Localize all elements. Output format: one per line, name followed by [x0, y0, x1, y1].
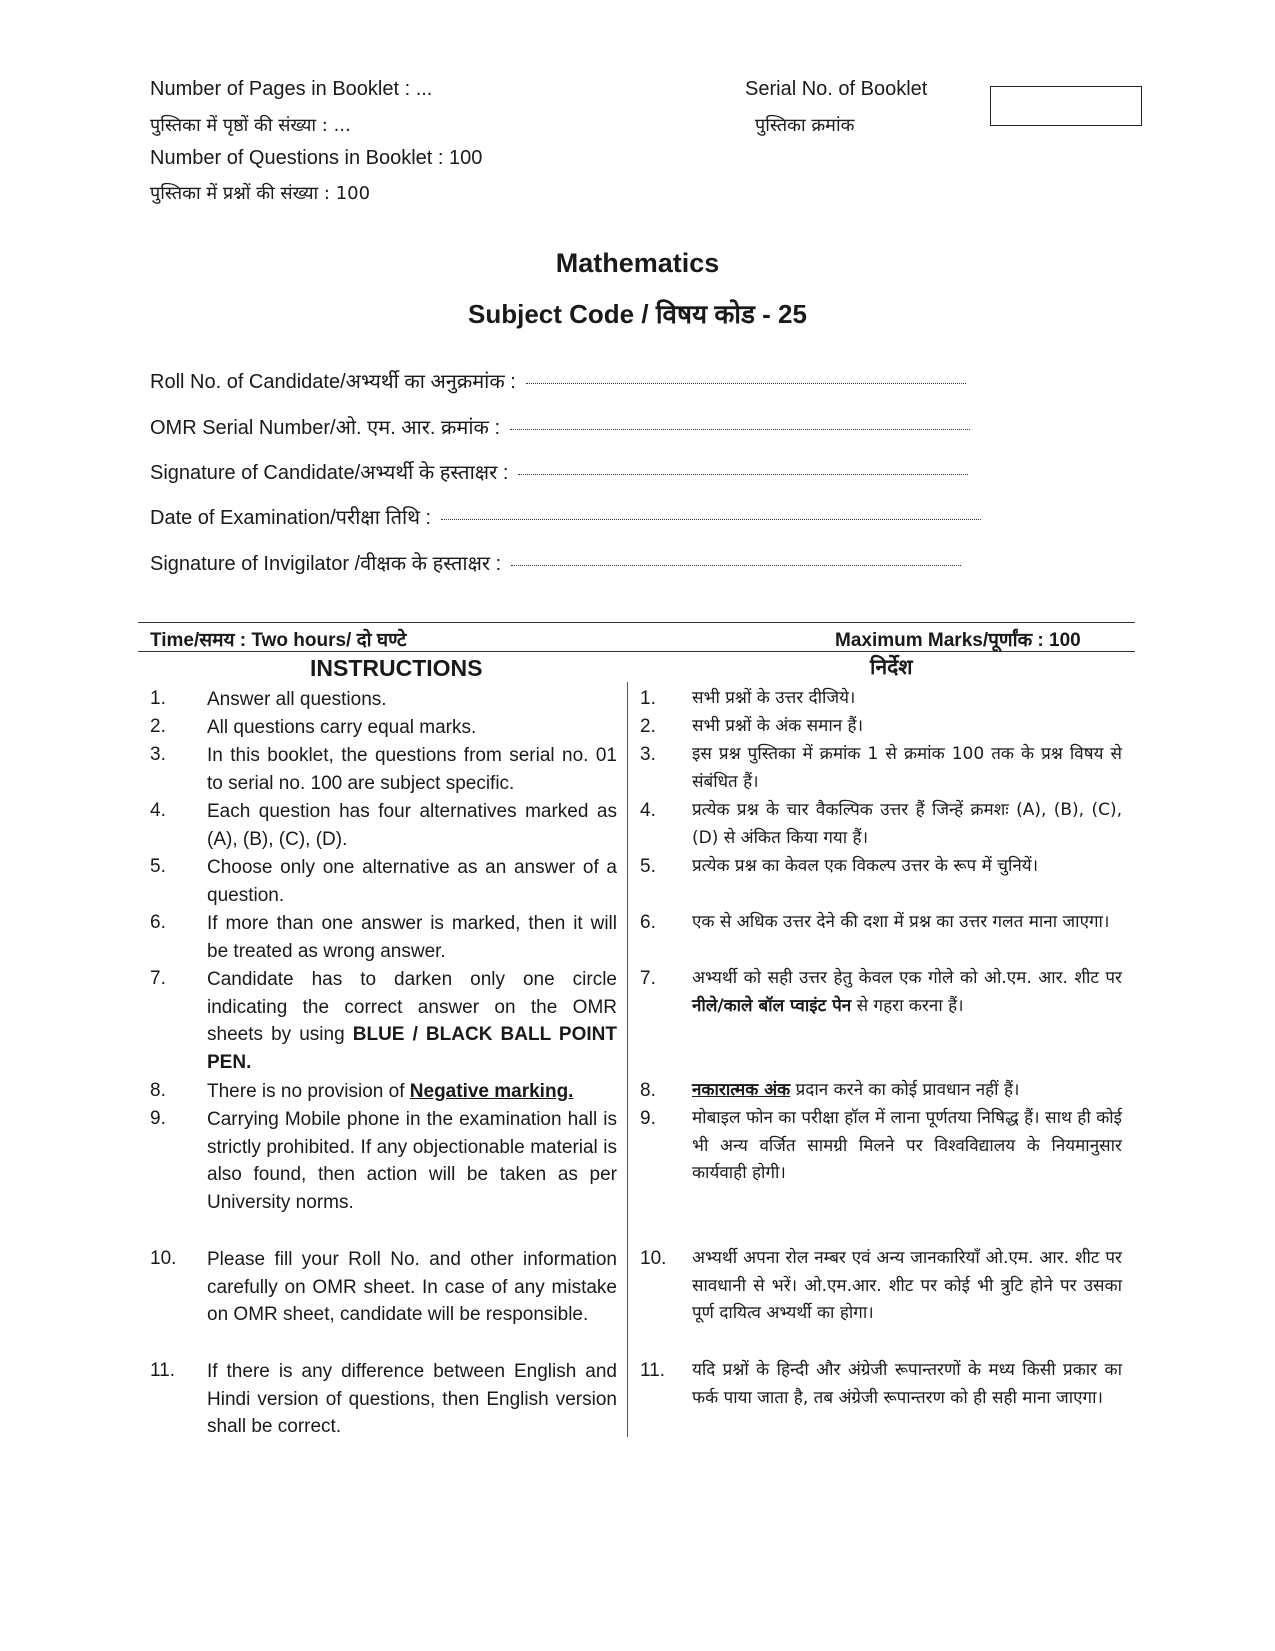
- fill-line[interactable]: [441, 519, 981, 520]
- instruction-number: 11.: [150, 1360, 176, 1381]
- field-label: Signature of Invigilator /वीक्षक के हस्ताक्षर :: [150, 553, 502, 575]
- instruction-number: 7.: [640, 968, 656, 989]
- instruction-text-hi: एक से अधिक उत्तर देने की दशा में प्रश्न का उत्तर गलत माना जाएगा।: [692, 912, 1110, 932]
- serial-label-hi: पुस्तिका क्रमांक: [755, 115, 855, 136]
- fill-line[interactable]: [511, 565, 961, 566]
- instruction-number: 7.: [150, 968, 166, 989]
- fill-line[interactable]: [510, 429, 970, 430]
- instruction-number: 1.: [640, 688, 656, 709]
- field-exam-date[interactable]: [150, 503, 981, 530]
- instructions-heading-hi: निर्देश: [870, 655, 913, 679]
- instruction-text-hi: [692, 1077, 1122, 1105]
- divider-bottom: [138, 651, 1135, 652]
- field-omr-serial[interactable]: [150, 413, 970, 440]
- instruction-text-en: [207, 1078, 617, 1106]
- subject-code: Subject Code / विषय कोड - 25: [468, 299, 807, 329]
- instruction-number: 5.: [150, 856, 166, 877]
- fill-line[interactable]: [526, 383, 966, 384]
- instruction-number: 8.: [640, 1080, 656, 1101]
- instruction-text: प्रदान करने का कोई प्रावधान नहीं हैं।: [795, 1080, 1020, 1100]
- field-label: Roll No. of Candidate/अभ्यर्थी का अनुक्रमांक :: [150, 371, 516, 393]
- field-label: OMR Serial Number/ओ. एम. आर. क्रमांक :: [150, 417, 501, 439]
- instruction-text-en: If there is any difference between English and Hindi version of questions, then English version shall be correct.: [207, 1361, 617, 1437]
- instruction-text-hi: मोबाइल फोन का परीक्षा हॉल में लाना पूर्णतया निषिद्ध हैं। साथ ही कोई भी अन्य वर्जित सामग्री मिलने पर विश्वविद्यालय के नियमानुसार कार्यवाही होगी।: [692, 1108, 1122, 1183]
- instruction-text-en: Carrying Mobile phone in the examination hall is strictly prohibited. If any objectionable material is also found, then action will be taken as per University norms.: [207, 1109, 617, 1213]
- instruction-text-hi: सभी प्रश्नों के उत्तर दीजिये।: [692, 688, 856, 708]
- instruction-number: 8.: [150, 1080, 166, 1101]
- field-roll-no[interactable]: [150, 367, 966, 394]
- instruction-text-hi: इस प्रश्न पुस्तिका में क्रमांक 1 से क्रमांक 100 तक के प्रश्न विषय से संबंधित हैं।: [692, 744, 1122, 792]
- instruction-emphasis: नीले/काले बॉल प्वाइंट पेन: [692, 995, 852, 1016]
- instruction-number: 3.: [150, 744, 166, 765]
- instruction-number: 2.: [640, 716, 656, 737]
- instruction-text-hi: [692, 965, 1122, 1020]
- instruction-emphasis: नकारात्मक अंक: [692, 1080, 791, 1100]
- instruction-text-en: All questions carry equal marks.: [207, 717, 477, 738]
- field-invigilator-signature[interactable]: [150, 549, 961, 576]
- pages-count-en: Number of Pages in Booklet : ...: [150, 78, 433, 100]
- instruction-number: 9.: [150, 1108, 166, 1129]
- instruction-text: Candidate has to darken only one circle indicating the correct answer on the OMR sheets by using: [207, 969, 617, 1045]
- field-label: Date of Examination/परीक्षा तिथि :: [150, 507, 432, 529]
- instruction-number: 9.: [640, 1108, 656, 1129]
- column-divider: [627, 682, 628, 1437]
- instruction-number: 4.: [640, 800, 656, 821]
- instruction-text-hi: प्रत्येक प्रश्न का केवल एक विकल्प उत्तर के रूप में चुनियें।: [692, 856, 1039, 876]
- instructions-heading-en: INSTRUCTIONS: [310, 655, 483, 681]
- pages-count-hi: पुस्तिका में पृष्ठों की संख्या : ...: [150, 115, 351, 136]
- instruction-emphasis: Negative marking.: [409, 1081, 574, 1102]
- serial-label-en: Serial No. of Booklet: [745, 78, 928, 100]
- instruction-text: There is no provision of: [207, 1081, 405, 1102]
- instruction-number: 6.: [640, 912, 656, 933]
- divider-top: [138, 622, 1135, 623]
- field-label: Signature of Candidate/अभ्यर्थी के हस्ताक्षर :: [150, 462, 509, 484]
- instruction-text-hi: अभ्यर्थी अपना रोल नम्बर एवं अन्य जानकारियाँ ओ.एम. आर. शीट पर सावधानी से भरें। ओ.एम.आर. शीट पर कोई भी त्रुटि होने पर उसका पूर्ण दायित्व अभ्यर्थी का होगा।: [692, 1248, 1122, 1323]
- instruction-number: 2.: [150, 716, 166, 737]
- instruction-number: 10.: [640, 1248, 667, 1269]
- instruction-text-en: Answer all questions.: [207, 689, 387, 710]
- instruction-text: अभ्यर्थी को सही उत्तर हेतु केवल एक गोले को ओ.एम. आर. शीट पर: [692, 968, 1122, 988]
- instruction-text-en: In this booklet, the questions from serial no. 01 to serial no. 100 are subject specific.: [207, 745, 617, 794]
- exam-time: Time/समय : Two hours/ दो घण्टे: [150, 630, 407, 651]
- questions-count-en: Number of Questions in Booklet : 100: [150, 147, 483, 169]
- instruction-emphasis: BLUE / BLACK BALL POINT PEN.: [207, 1024, 617, 1073]
- instruction-number: 1.: [150, 688, 166, 709]
- instruction-text-en: Each question has four alternatives marked as (A), (B), (C), (D).: [207, 801, 617, 850]
- instruction-number: 6.: [150, 912, 166, 933]
- questions-count-hi: पुस्तिका में प्रश्नों की संख्या : 100: [150, 183, 371, 204]
- instruction-text-hi: प्रत्येक प्रश्न के चार वैकल्पिक उत्तर हैं जिन्हें क्रमशः (A), (B), (C), (D) से अंकित किया गया हैं।: [692, 800, 1122, 848]
- serial-number-box[interactable]: [990, 86, 1142, 126]
- instruction-text-en: If more than one answer is marked, then it will be treated as wrong answer.: [207, 913, 617, 962]
- instruction-text-hi: सभी प्रश्नों के अंक समान हैं।: [692, 716, 864, 736]
- instruction-text-hi: यदि प्रश्नों के हिन्दी और अंग्रेजी रूपान्तरणों के मध्य किसी प्रकार का फर्क पाया जाता है, तब अंग्रेजी रूपान्तरण को ही सही माना जाएगा।: [692, 1360, 1122, 1408]
- fill-line[interactable]: [518, 474, 968, 475]
- instruction-number: 4.: [150, 800, 166, 821]
- instruction-number: 5.: [640, 856, 656, 877]
- instruction-number: 10.: [150, 1248, 177, 1269]
- max-marks: Maximum Marks/पूर्णांक : 100: [835, 630, 1081, 651]
- instruction-text: से गहरा करना हैं।: [856, 995, 964, 1016]
- instruction-text-en: Choose only one alternative as an answer of a question.: [207, 857, 617, 906]
- instruction-number: 11.: [640, 1360, 666, 1381]
- field-candidate-signature[interactable]: [150, 458, 968, 485]
- subject-title: Mathematics: [555, 248, 720, 278]
- instruction-text-en: Please fill your Roll No. and other information carefully on OMR sheet. In case of any mistake on OMR sheet, candidate will be responsible.: [207, 1249, 617, 1325]
- instruction-text-en: [207, 966, 617, 1076]
- instruction-number: 3.: [640, 744, 656, 765]
